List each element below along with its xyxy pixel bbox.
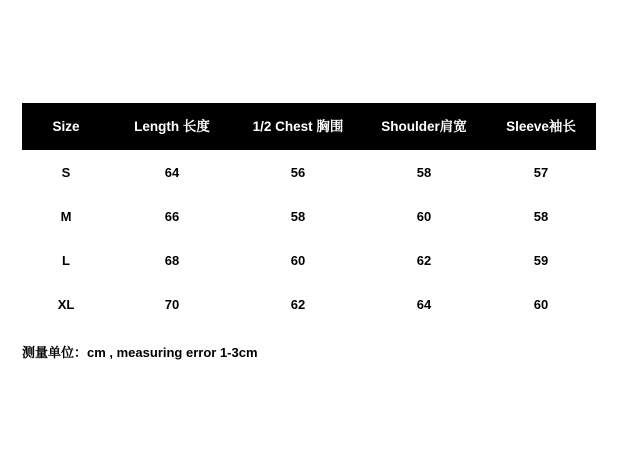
cell-size: XL — [22, 282, 110, 326]
cell-sleeve: 60 — [486, 282, 596, 326]
table-row — [22, 194, 596, 238]
cell-sleeve: 57 — [486, 150, 596, 194]
cell-shoulder: 60 — [362, 194, 486, 238]
column-header-sleeve: Sleeve袖长 — [486, 103, 596, 150]
cell-sleeve: 59 — [486, 238, 596, 282]
cell-length: 70 — [110, 282, 234, 326]
column-header-chest: 1/2 Chest 胸围 — [234, 103, 362, 150]
cell-chest: 60 — [234, 238, 362, 282]
column-header-shoulder: Shoulder肩宽 — [362, 103, 486, 150]
cell-sleeve: 58 — [486, 194, 596, 238]
cell-chest: 56 — [234, 150, 362, 194]
cell-shoulder: 62 — [362, 238, 486, 282]
cell-size: M — [22, 194, 110, 238]
table-header-row — [22, 103, 596, 150]
cell-length: 66 — [110, 194, 234, 238]
cell-length: 68 — [110, 238, 234, 282]
table-row — [22, 150, 596, 194]
table-body — [22, 150, 596, 326]
cell-shoulder: 58 — [362, 150, 486, 194]
cell-shoulder: 64 — [362, 282, 486, 326]
cell-length: 64 — [110, 150, 234, 194]
cell-chest: 58 — [234, 194, 362, 238]
table-row — [22, 238, 596, 282]
measurement-note: 测量单位：cm , measuring error 1-3cm — [22, 345, 258, 360]
column-header-length: Length 长度 — [110, 103, 234, 150]
table-row — [22, 282, 596, 326]
column-header-size: Size — [22, 103, 110, 150]
cell-size: S — [22, 150, 110, 194]
size-chart-table — [22, 103, 596, 326]
cell-size: L — [22, 238, 110, 282]
table-header — [22, 103, 596, 150]
cell-chest: 62 — [234, 282, 362, 326]
